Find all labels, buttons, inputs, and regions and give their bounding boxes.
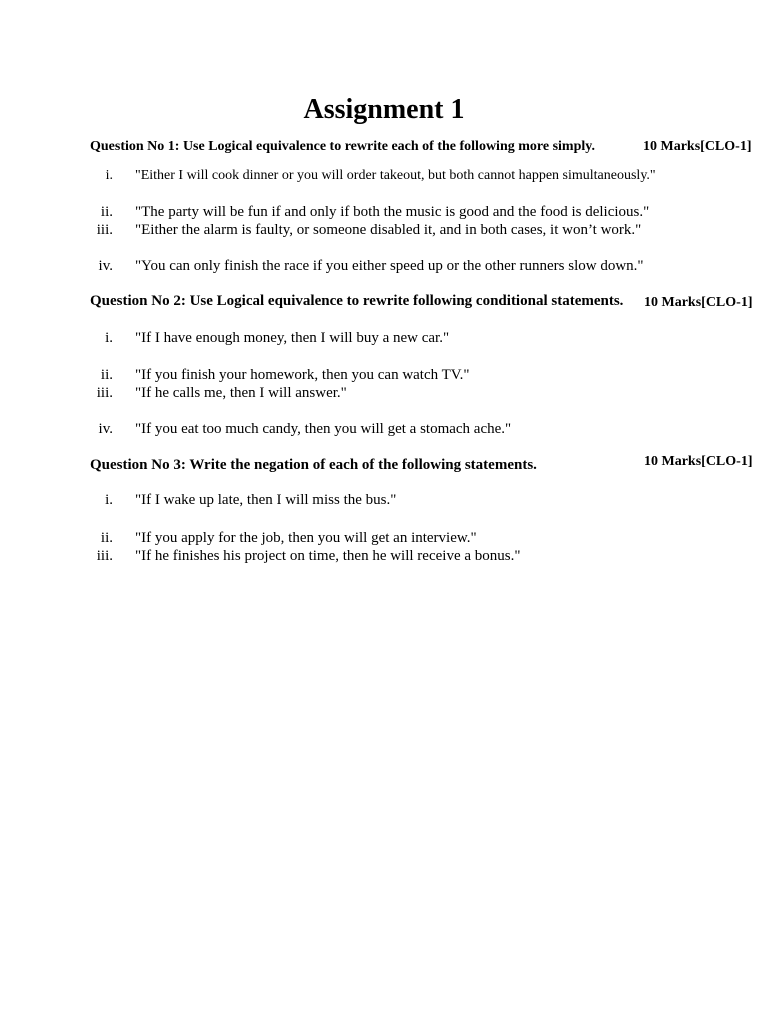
item-number: ii. [100,204,113,220]
item-text: "If I wake up late, then I will miss the bus." [135,492,397,508]
item-text: "If I have enough money, then I will buy a new car." [135,330,450,346]
item-text: "If you apply for the job, then you will get an interview." [135,530,477,546]
question-2-heading: Question No 2: Use Logical equivalence to rewrite following conditional statements. [90,293,624,309]
item-number: iv. [98,258,113,274]
question-1-heading: Question No 1: Use Logical equivalence to rewrite each of the following more simply. [90,139,595,154]
item-number: ii. [100,367,113,383]
item-number: i. [105,330,113,346]
item-number: i. [105,168,113,183]
item-text: "If he finishes his project on time, then he will receive a bonus." [135,548,521,564]
item-number: ii. [100,530,113,546]
item-number: iii. [96,385,113,401]
question-1-marks: 10 Marks[CLO-1] [643,139,752,154]
question-2-marks: 10 Marks[CLO-1] [644,295,753,310]
item-text: "Either the alarm is faulty, or someone disabled it, and in both cases, it won’t work." [135,222,642,238]
item-text: "If you finish your homework, then you can watch TV." [135,367,470,383]
item-text: "If you eat too much candy, then you will get a stomach ache." [135,421,512,437]
item-text: "If he calls me, then I will answer." [135,385,347,401]
item-number: i. [105,492,113,508]
item-text: "Either I will cook dinner or you will order takeout, but both cannot happen simultaneously." [135,168,656,183]
question-3-heading: Question No 3: Write the negation of each of the following statements. [90,457,537,473]
question-3-marks: 10 Marks[CLO-1] [644,454,753,469]
item-number: iii. [96,548,113,564]
item-text: "You can only finish the race if you either speed up or the other runners slow down." [135,258,644,274]
item-number: iv. [98,421,113,437]
item-text: "The party will be fun if and only if both the music is good and the food is delicious." [135,204,650,220]
item-number: iii. [96,222,113,238]
page-title: Assignment 1 [303,94,465,125]
